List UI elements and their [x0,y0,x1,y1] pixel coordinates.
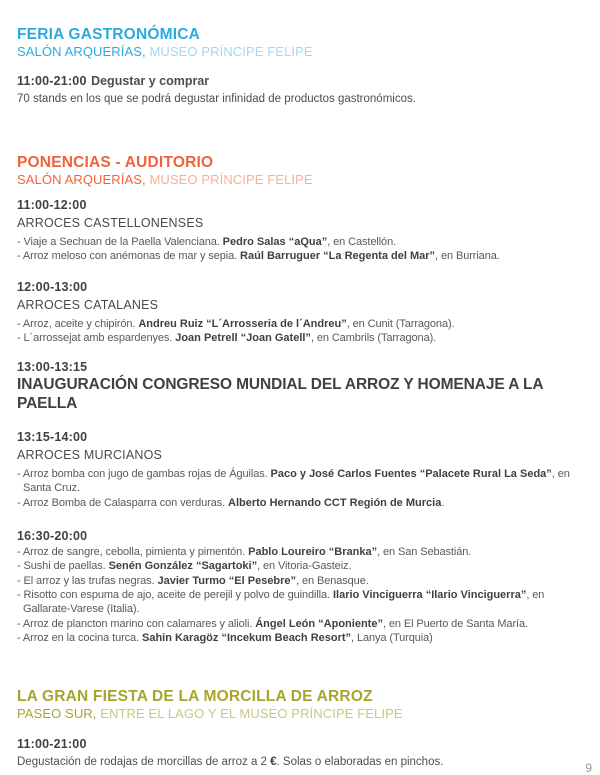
item-location: , en Castellón. [327,236,397,248]
euro-price: € [270,756,277,769]
venue-line [17,706,582,721]
item-description: - Arroz, aceite y chipirón. [17,317,139,330]
item-chef: Pablo Loureiro “Branka” [248,546,378,559]
item-location: , en San Sebastián. [377,546,472,559]
program-item [17,545,582,559]
item-list [17,545,582,645]
program-item [17,496,582,510]
venue-primary: SALÓN ARQUERÍAS, [17,44,146,59]
item-description: - Arroz meloso con anémonas de mar y sepia. [17,250,241,263]
slot-category: ARROCES CASTELLONENSES [17,216,204,230]
item-description: - El arroz y las trufas negras. [17,574,158,587]
item-location: , en Burriana. [435,250,500,263]
item-chef: Javier Turmo “El Pesebre” [157,574,297,587]
item-location: , Lanya (Turquia) [351,631,433,644]
program-item [17,588,582,617]
page-number: 9 [585,761,592,775]
item-location: , en Cambrils (Tarragona). [310,331,437,344]
time-row [17,529,582,543]
venue-secondary: MUSEO PRÍNCIPE FELIPE [149,172,313,187]
time-row [17,198,582,212]
time-range: 16:30-20:00 [17,529,88,544]
program-item [17,331,582,345]
time-row [17,280,582,294]
time-row [17,736,582,752]
program-item [17,249,582,263]
item-chef: Paco y José Carlos Fuentes “Palacete Rural La Seda” [270,468,552,481]
time-range: 11:00-12:00 [17,198,87,212]
description-pre: Degustación de rodajas de morcillas de arroz a 2 [17,756,271,769]
item-location: , en Vitoria-Gasteiz. [257,560,352,573]
description-text [17,755,582,770]
program-item [17,559,582,573]
time-range: 13:00-13:15 [17,360,88,375]
venue-line [17,172,582,187]
item-chef: Raúl Barruguer “La Regenta del Mar” [240,250,436,263]
program-item [17,317,582,331]
time-range: 12:00-13:00 [17,279,88,294]
item-location: , en El Puerto de Santa María. [382,617,528,630]
inauguration-headline: INAUGURACIÓN CONGRESO MUNDIAL DEL ARROZ Y HOMENAJE A LA PAELLA [17,376,543,413]
time-row [17,430,582,444]
program-item [17,617,582,631]
description-post: . Solas o elaboradas en pinchos. [276,756,444,769]
item-chef: Senén González “Sagartoki” [108,560,258,573]
time-row [17,360,582,374]
venue-line [17,44,582,59]
item-description: - Viaje a Sechuan de la Paella Valenciana. [17,236,223,248]
slot-category: ARROCES MURCIANOS [17,448,163,463]
section-title-ponencias: PONENCIAS - AUDITORIO [17,154,214,171]
item-chef: Andreu Ruiz “L´Arrosseria de l´Andreu” [138,317,347,330]
item-location: , en Benasque. [296,574,369,587]
item-location: , en Santa Cruz. [23,468,570,495]
item-chef: Alberto Hernando CCT Región de Murcia [228,496,442,509]
item-list [17,467,582,510]
item-description: - Arroz de plancton marino con calamares y alioli. [17,617,256,630]
section-feria-gastronomica [17,26,582,107]
time-row [17,73,582,89]
program-item [17,467,582,496]
item-chef: Sahin Karagöz “Incekum Beach Resort” [141,631,352,644]
item-description: - Arroz Bomba de Calasparra con verduras. [17,496,229,509]
item-chef: Ilario Vinciguerra “Ilario Vinciguerra” [332,588,527,601]
item-location: . [441,496,445,509]
section-title-feria: FERIA GASTRONÓMICA [17,26,200,43]
item-location: , en Cunit (Tarragona). [346,317,455,330]
time-range: 13:15-14:00 [17,430,88,445]
program-item [17,631,582,645]
venue-primary: SALÓN ARQUERÍAS, [17,172,146,187]
item-chef: Ángel León “Aponiente” [255,617,383,630]
description-text: 70 stands en los que se podrá degustar infinidad de productos gastronómicos. [17,93,416,105]
item-list [17,235,582,264]
item-chef: Pedro Salas “aQua” [222,236,328,248]
item-description: - Arroz bomba con jugo de gambas rojas de Águilas. [17,468,271,481]
time-range: 11:00-21:00 [17,74,87,88]
time-activity-label: Degustar y comprar [91,74,210,88]
item-location: , en Gallarate-Varese (Italia). [23,588,545,616]
item-chef: Joan Petrell “Joan Gatell” [175,331,311,344]
program-item [17,235,582,249]
item-description: - Sushi de paellas. [17,560,109,573]
item-description: - L´arrossejat amb espardenyes. [17,331,176,344]
venue-primary: PASEO SUR, [17,706,97,722]
venue-secondary: ENTRE EL LAGO Y EL MUSEO PRÍNCIPE FELIPE [100,706,403,722]
program-item [17,574,582,588]
slot-category: ARROCES CATALANES [17,297,159,312]
item-description: - Risotto con espuma de ajo, aceite de perejil y polvo de guindilla. [17,588,333,601]
section-ponencias-auditorio [17,154,582,645]
item-description: - Arroz en la cocina turca. [17,631,142,644]
item-description: - Arroz de sangre, cebolla, pimienta y pimentón. [17,546,249,559]
section-fiesta-morcilla [17,688,582,770]
time-range: 11:00-21:00 [17,737,87,752]
venue-secondary: MUSEO PRÍNCIPE FELIPE [149,44,313,59]
item-list [17,317,582,346]
section-title-morcilla: LA GRAN FIESTA DE LA MORCILLA DE ARROZ [17,688,373,706]
